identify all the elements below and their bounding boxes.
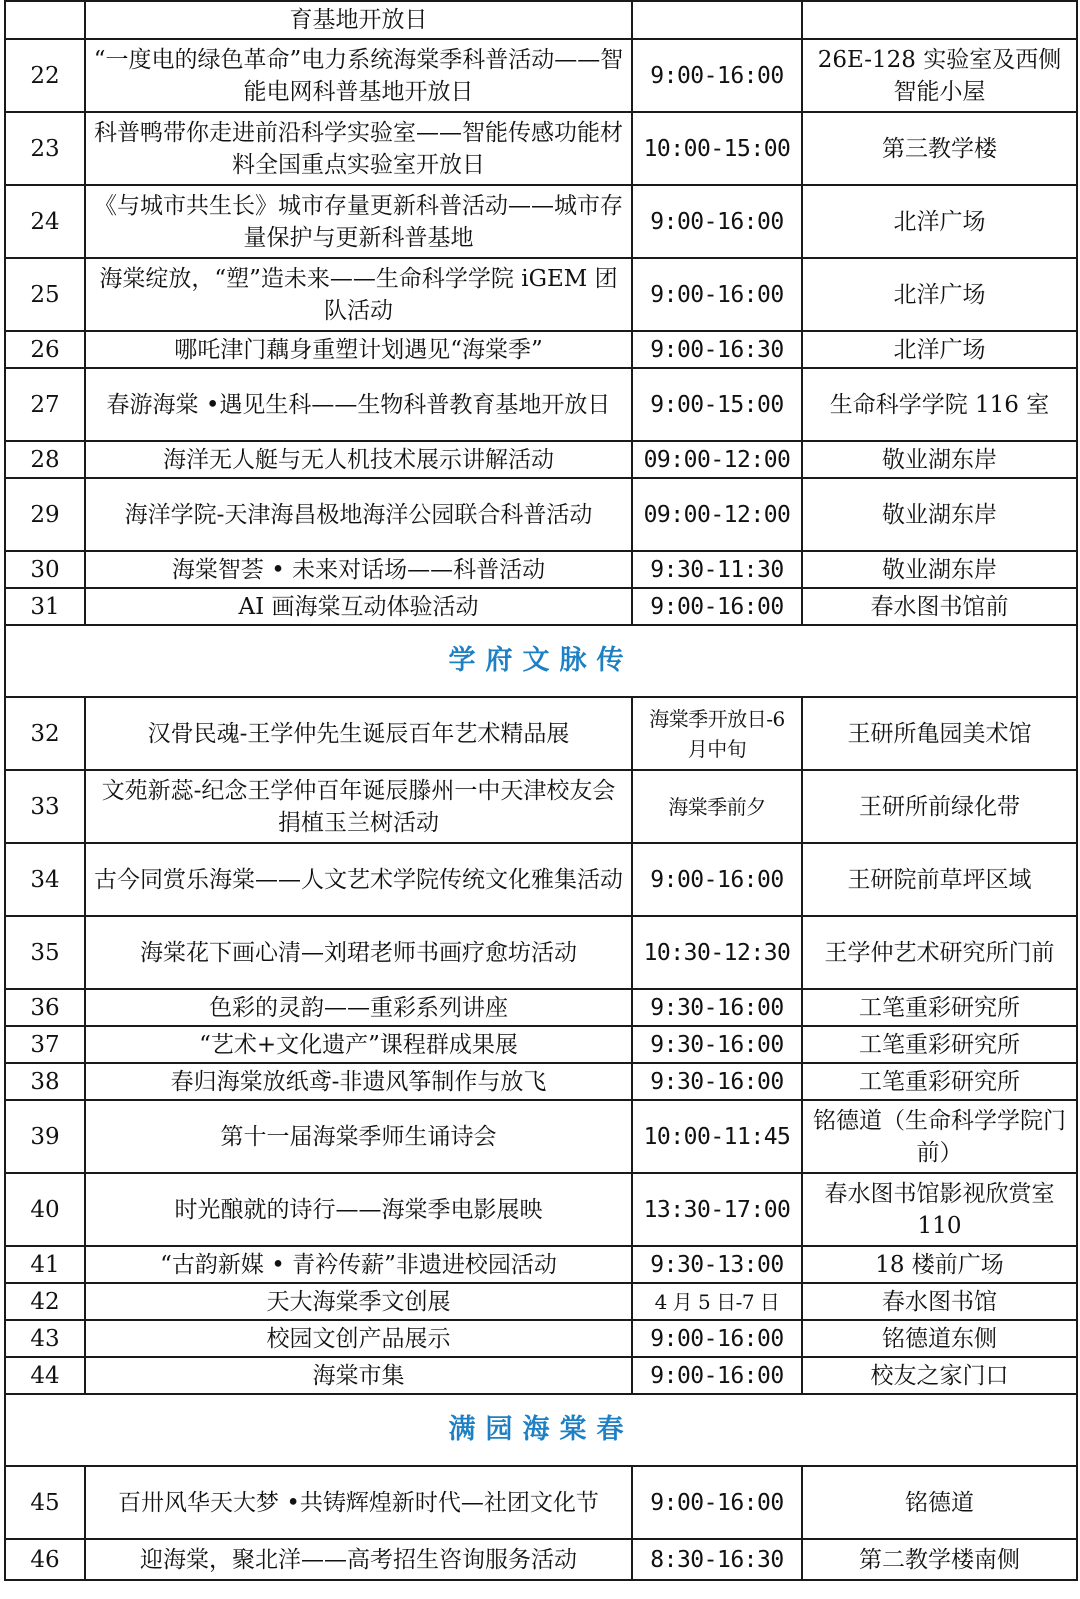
activity-time: 9:00-16:30: [632, 331, 802, 368]
row-number: 28: [5, 441, 85, 478]
row-number: 44: [5, 1357, 85, 1394]
activity-name: “一度电的绿色革命”电力系统海棠季科普活动——智能电网科普基地开放日: [85, 39, 632, 112]
activity-name: AI 画海棠互动体验活动: [85, 588, 632, 625]
table-row: [5, 1320, 1077, 1357]
activity-name: 《与城市共生长》城市存量更新科普活动——城市存量保护与更新科普基地: [85, 185, 632, 258]
activity-location: 铭德道东侧: [802, 1320, 1077, 1357]
activity-name: 海棠绽放，“塑”造未来——生命科学学院 iGEM 团队活动: [85, 258, 632, 331]
table-row: [5, 1539, 1077, 1580]
row-number: 45: [5, 1466, 85, 1539]
row-number: 24: [5, 185, 85, 258]
table-row: [5, 989, 1077, 1026]
activity-location: 敬业湖东岸: [802, 441, 1077, 478]
activity-name: 天大海棠季文创展: [85, 1283, 632, 1320]
activity-time: 9:00-16:00: [632, 1357, 802, 1394]
row-number: [5, 1, 85, 39]
activity-time: 9:30-13:00: [632, 1246, 802, 1283]
activity-location: 春水图书馆前: [802, 588, 1077, 625]
activity-name: 哪吒津门藕身重塑计划遇见“海棠季”: [85, 331, 632, 368]
section-heading: 学府文脉传: [5, 625, 1077, 697]
schedule-table: [4, 0, 1078, 1581]
table-row: [5, 368, 1077, 441]
activity-time: 9:00-16:00: [632, 1320, 802, 1357]
activity-time: 9:00-15:00: [632, 368, 802, 441]
row-number: 30: [5, 551, 85, 588]
activity-time: 9:00-16:00: [632, 1466, 802, 1539]
activity-time: 8:30-16:30: [632, 1539, 802, 1580]
row-number: 36: [5, 989, 85, 1026]
activity-name: 校园文创产品展示: [85, 1320, 632, 1357]
table-row: [5, 551, 1077, 588]
activity-location: 北洋广场: [802, 331, 1077, 368]
activity-name: 海洋无人艇与无人机技术展示讲解活动: [85, 441, 632, 478]
row-number: 22: [5, 39, 85, 112]
section-heading-row: [5, 1394, 1077, 1466]
activity-location: 生命科学学院 116 室: [802, 368, 1077, 441]
table-row: [5, 1357, 1077, 1394]
activity-location: 敬业湖东岸: [802, 478, 1077, 551]
row-number: 31: [5, 588, 85, 625]
row-number: 23: [5, 112, 85, 185]
activity-name: 海洋学院-天津海昌极地海洋公园联合科普活动: [85, 478, 632, 551]
activity-location: [802, 1, 1077, 39]
activity-name: 百卅风华天大梦 •共铸辉煌新时代—社团文化节: [85, 1466, 632, 1539]
activity-time: 9:00-16:00: [632, 258, 802, 331]
activity-name: 迎海棠，聚北洋——高考招生咨询服务活动: [85, 1539, 632, 1580]
activity-location: 北洋广场: [802, 185, 1077, 258]
activity-name: 色彩的灵韵——重彩系列讲座: [85, 989, 632, 1026]
activity-name: “艺术+文化遗产”课程群成果展: [85, 1026, 632, 1063]
table-row: [5, 185, 1077, 258]
table-row: [5, 1026, 1077, 1063]
activity-location: 铭德道（生命科学学院门前）: [802, 1100, 1077, 1173]
table-row: [5, 697, 1077, 770]
activity-name: 育基地开放日: [85, 1, 632, 39]
row-number: 32: [5, 697, 85, 770]
row-number: 38: [5, 1063, 85, 1100]
activity-location: 26E-128 实验室及西侧智能小屋: [802, 39, 1077, 112]
table-row: [5, 1063, 1077, 1100]
table-row: [5, 478, 1077, 551]
row-number: 40: [5, 1173, 85, 1246]
activity-time: 9:30-16:00: [632, 1063, 802, 1100]
activity-time: 10:00-15:00: [632, 112, 802, 185]
activity-location: 校友之家门口: [802, 1357, 1077, 1394]
row-number: 43: [5, 1320, 85, 1357]
activity-location: 敬业湖东岸: [802, 551, 1077, 588]
table-row: [5, 1100, 1077, 1173]
activity-name: 海棠花下画心清—刘珺老师书画疗愈坊活动: [85, 916, 632, 989]
row-number: 39: [5, 1100, 85, 1173]
row-number: 29: [5, 478, 85, 551]
table-row: [5, 1173, 1077, 1246]
table-row: [5, 1466, 1077, 1539]
activity-location: 工笔重彩研究所: [802, 1063, 1077, 1100]
row-group-science: [5, 39, 1077, 625]
row-number: 25: [5, 258, 85, 331]
section-heading: 满园海棠春: [5, 1394, 1077, 1466]
table-row: [5, 1246, 1077, 1283]
activity-time: 9:00-16:00: [632, 185, 802, 258]
activity-location: 第三教学楼: [802, 112, 1077, 185]
activity-location: 铭德道: [802, 1466, 1077, 1539]
row-number: 35: [5, 916, 85, 989]
table-row: [5, 441, 1077, 478]
table-row: [5, 331, 1077, 368]
row-number: 34: [5, 843, 85, 916]
activity-location: 王研所亀园美术馆: [802, 697, 1077, 770]
table-row: [5, 588, 1077, 625]
activity-name: 汉骨民魂-王学仲先生诞辰百年艺术精品展: [85, 697, 632, 770]
activity-name: 第十一届海棠季师生诵诗会: [85, 1100, 632, 1173]
activity-name: 文苑新蕊-纪念王学仲百年诞辰滕州一中天津校友会捐植玉兰树活动: [85, 770, 632, 843]
activity-time: 海棠季开放日-6 月中旬: [632, 697, 802, 770]
activity-location: 18 楼前广场: [802, 1246, 1077, 1283]
activity-time: 09:00-12:00: [632, 441, 802, 478]
row-number: 26: [5, 331, 85, 368]
table-row: [5, 843, 1077, 916]
activity-name: 科普鸭带你走进前沿科学实验室——智能传感功能材料全国重点实验室开放日: [85, 112, 632, 185]
table-row: [5, 39, 1077, 112]
activity-time: 9:30-11:30: [632, 551, 802, 588]
table-row: [5, 258, 1077, 331]
activity-time: 10:00-11:45: [632, 1100, 802, 1173]
activity-location: 王学仲艺术研究所门前: [802, 916, 1077, 989]
activity-time: [632, 1, 802, 39]
row-number: 33: [5, 770, 85, 843]
row-number: 37: [5, 1026, 85, 1063]
activity-time: 9:00-16:00: [632, 843, 802, 916]
table-row: [5, 1, 1077, 39]
activity-name: 春归海棠放纸鸢-非遗风筝制作与放飞: [85, 1063, 632, 1100]
table-row: [5, 1283, 1077, 1320]
row-number: 41: [5, 1246, 85, 1283]
activity-location: 工笔重彩研究所: [802, 1026, 1077, 1063]
activity-name: 海棠智荟 • 未来对话场——科普活动: [85, 551, 632, 588]
activity-name: 海棠市集: [85, 1357, 632, 1394]
activity-time: 9:30-16:00: [632, 1026, 802, 1063]
row-group-campus: [5, 1466, 1077, 1580]
activity-location: 春水图书馆: [802, 1283, 1077, 1320]
activity-location: 工笔重彩研究所: [802, 989, 1077, 1026]
activity-location: 第二教学楼南侧: [802, 1539, 1077, 1580]
activity-time: 9:00-16:00: [632, 588, 802, 625]
table-row: [5, 770, 1077, 843]
activity-name: 时光酿就的诗行——海棠季电影展映: [85, 1173, 632, 1246]
row-number: 46: [5, 1539, 85, 1580]
table-row: [5, 916, 1077, 989]
row-group-culture: [5, 697, 1077, 1394]
table-row: [5, 112, 1077, 185]
row-number: 42: [5, 1283, 85, 1320]
activity-time: 海棠季前夕: [632, 770, 802, 843]
activity-location: 王研所前绿化带: [802, 770, 1077, 843]
activity-time: 13:30-17:00: [632, 1173, 802, 1246]
activity-time: 10:30-12:30: [632, 916, 802, 989]
activity-time: 9:00-16:00: [632, 39, 802, 112]
activity-time: 09:00-12:00: [632, 478, 802, 551]
activity-name: “古韵新媒 • 青衿传薪”非遗进校园活动: [85, 1246, 632, 1283]
activity-location: 王研院前草坪区域: [802, 843, 1077, 916]
activity-location: 北洋广场: [802, 258, 1077, 331]
activity-time: 9:30-16:00: [632, 989, 802, 1026]
section-heading-row: [5, 625, 1077, 697]
activity-location: 春水图书馆影视欣赏室 110: [802, 1173, 1077, 1246]
activity-time: 4 月 5 日-7 日: [632, 1283, 802, 1320]
activity-name: 春游海棠 •遇见生科——生物科普教育基地开放日: [85, 368, 632, 441]
row-number: 27: [5, 368, 85, 441]
activity-name: 古今同赏乐海棠——人文艺术学院传统文化雅集活动: [85, 843, 632, 916]
